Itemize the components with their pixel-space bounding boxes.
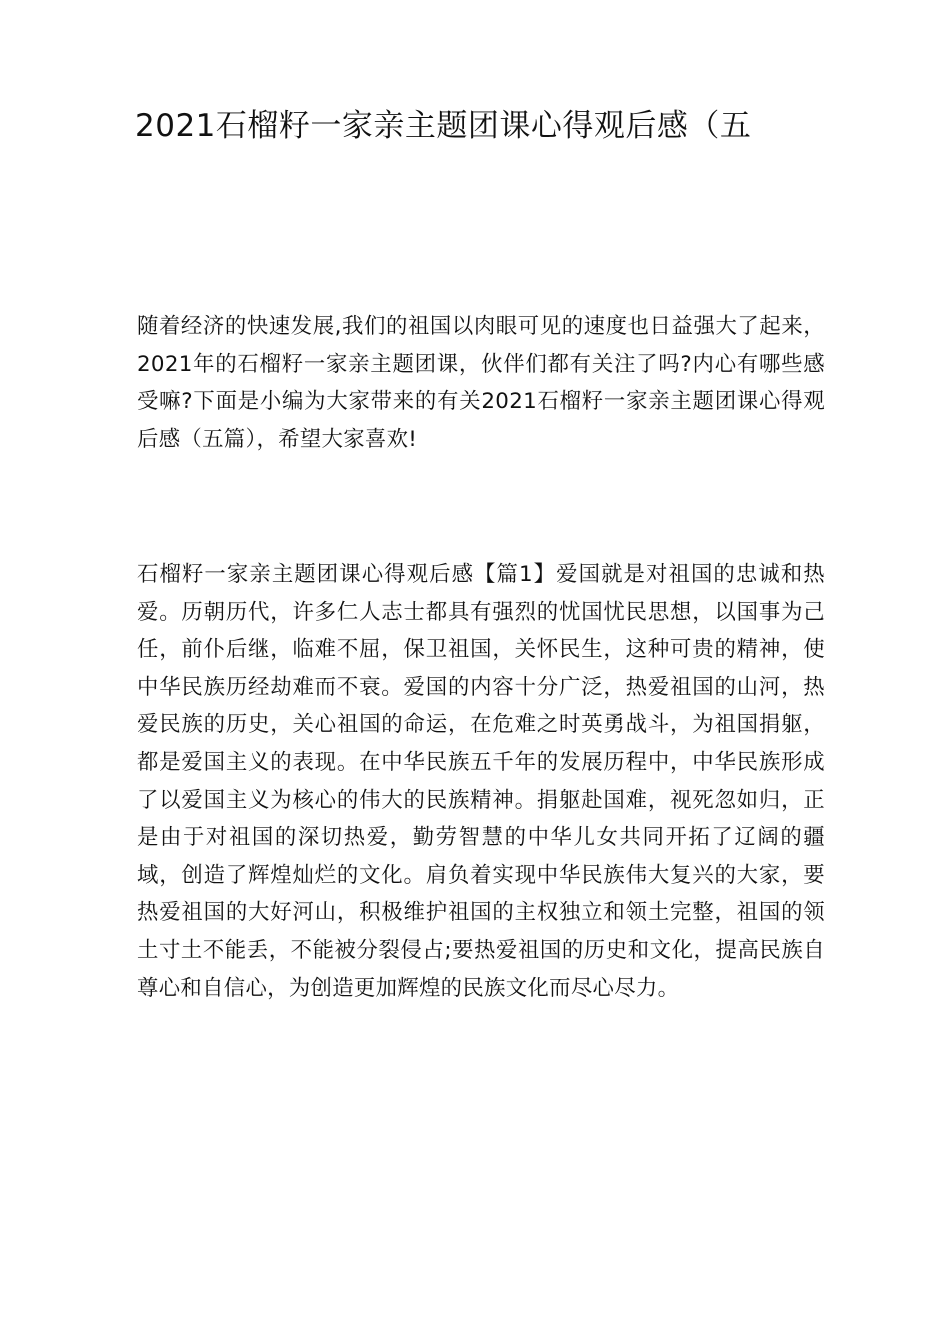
- article-paragraph-1: 石榴籽一家亲主题团课心得观后感【篇1】爱国就是对祖国的忠诚和热爱。历朝历代，许多仁人志士都具有强烈的忧国忧民思想，以国事为己任，前仆后继，临难不屈，保卫祖国，关怀民生，这种可贵的精神，使中华民族历经劫难而不衰。爱国的内容十分广泛，热爱祖国的山河，热爱民族的历史，关心祖国的命运，在危难之时英勇战斗，为祖国捐躯，都是爱国主义的表现。在中华民族五千年的发展历程中，中华民族形成了以爱国主义为核心的伟大的民族精神。捐躯赴国难，视死忽如归，正是由于对祖国的深切热爱，勤劳智慧的中华儿女共同开拓了辽阔的疆域，创造了辉煌灿烂的文化。肩负着实现中华民族伟大复兴的大家，要热爱祖国的大好河山，积极维护祖国的主权独立和领土完整，祖国的领土寸土不能丢，不能被分裂侵占;要热爱祖国的历史和文化，提高民族自尊心和自信心，为创造更加辉煌的民族文化而尽心尽力。: [137, 562, 825, 1001]
- document-title: 2021石榴籽一家亲主题团课心得观后感（五: [135, 108, 752, 144]
- intro-paragraph: 随着经济的快速发展,我们的祖国以肉眼可见的速度也日益强大了起来，2021年的石榴籽一家亲主题团课，伙伴们都有关注了吗?内心有哪些感受嘛?下面是小编为大家带来的有关2021石榴籽一家亲主题团课心得观后感（五篇），希望大家喜欢!: [137, 314, 825, 452]
